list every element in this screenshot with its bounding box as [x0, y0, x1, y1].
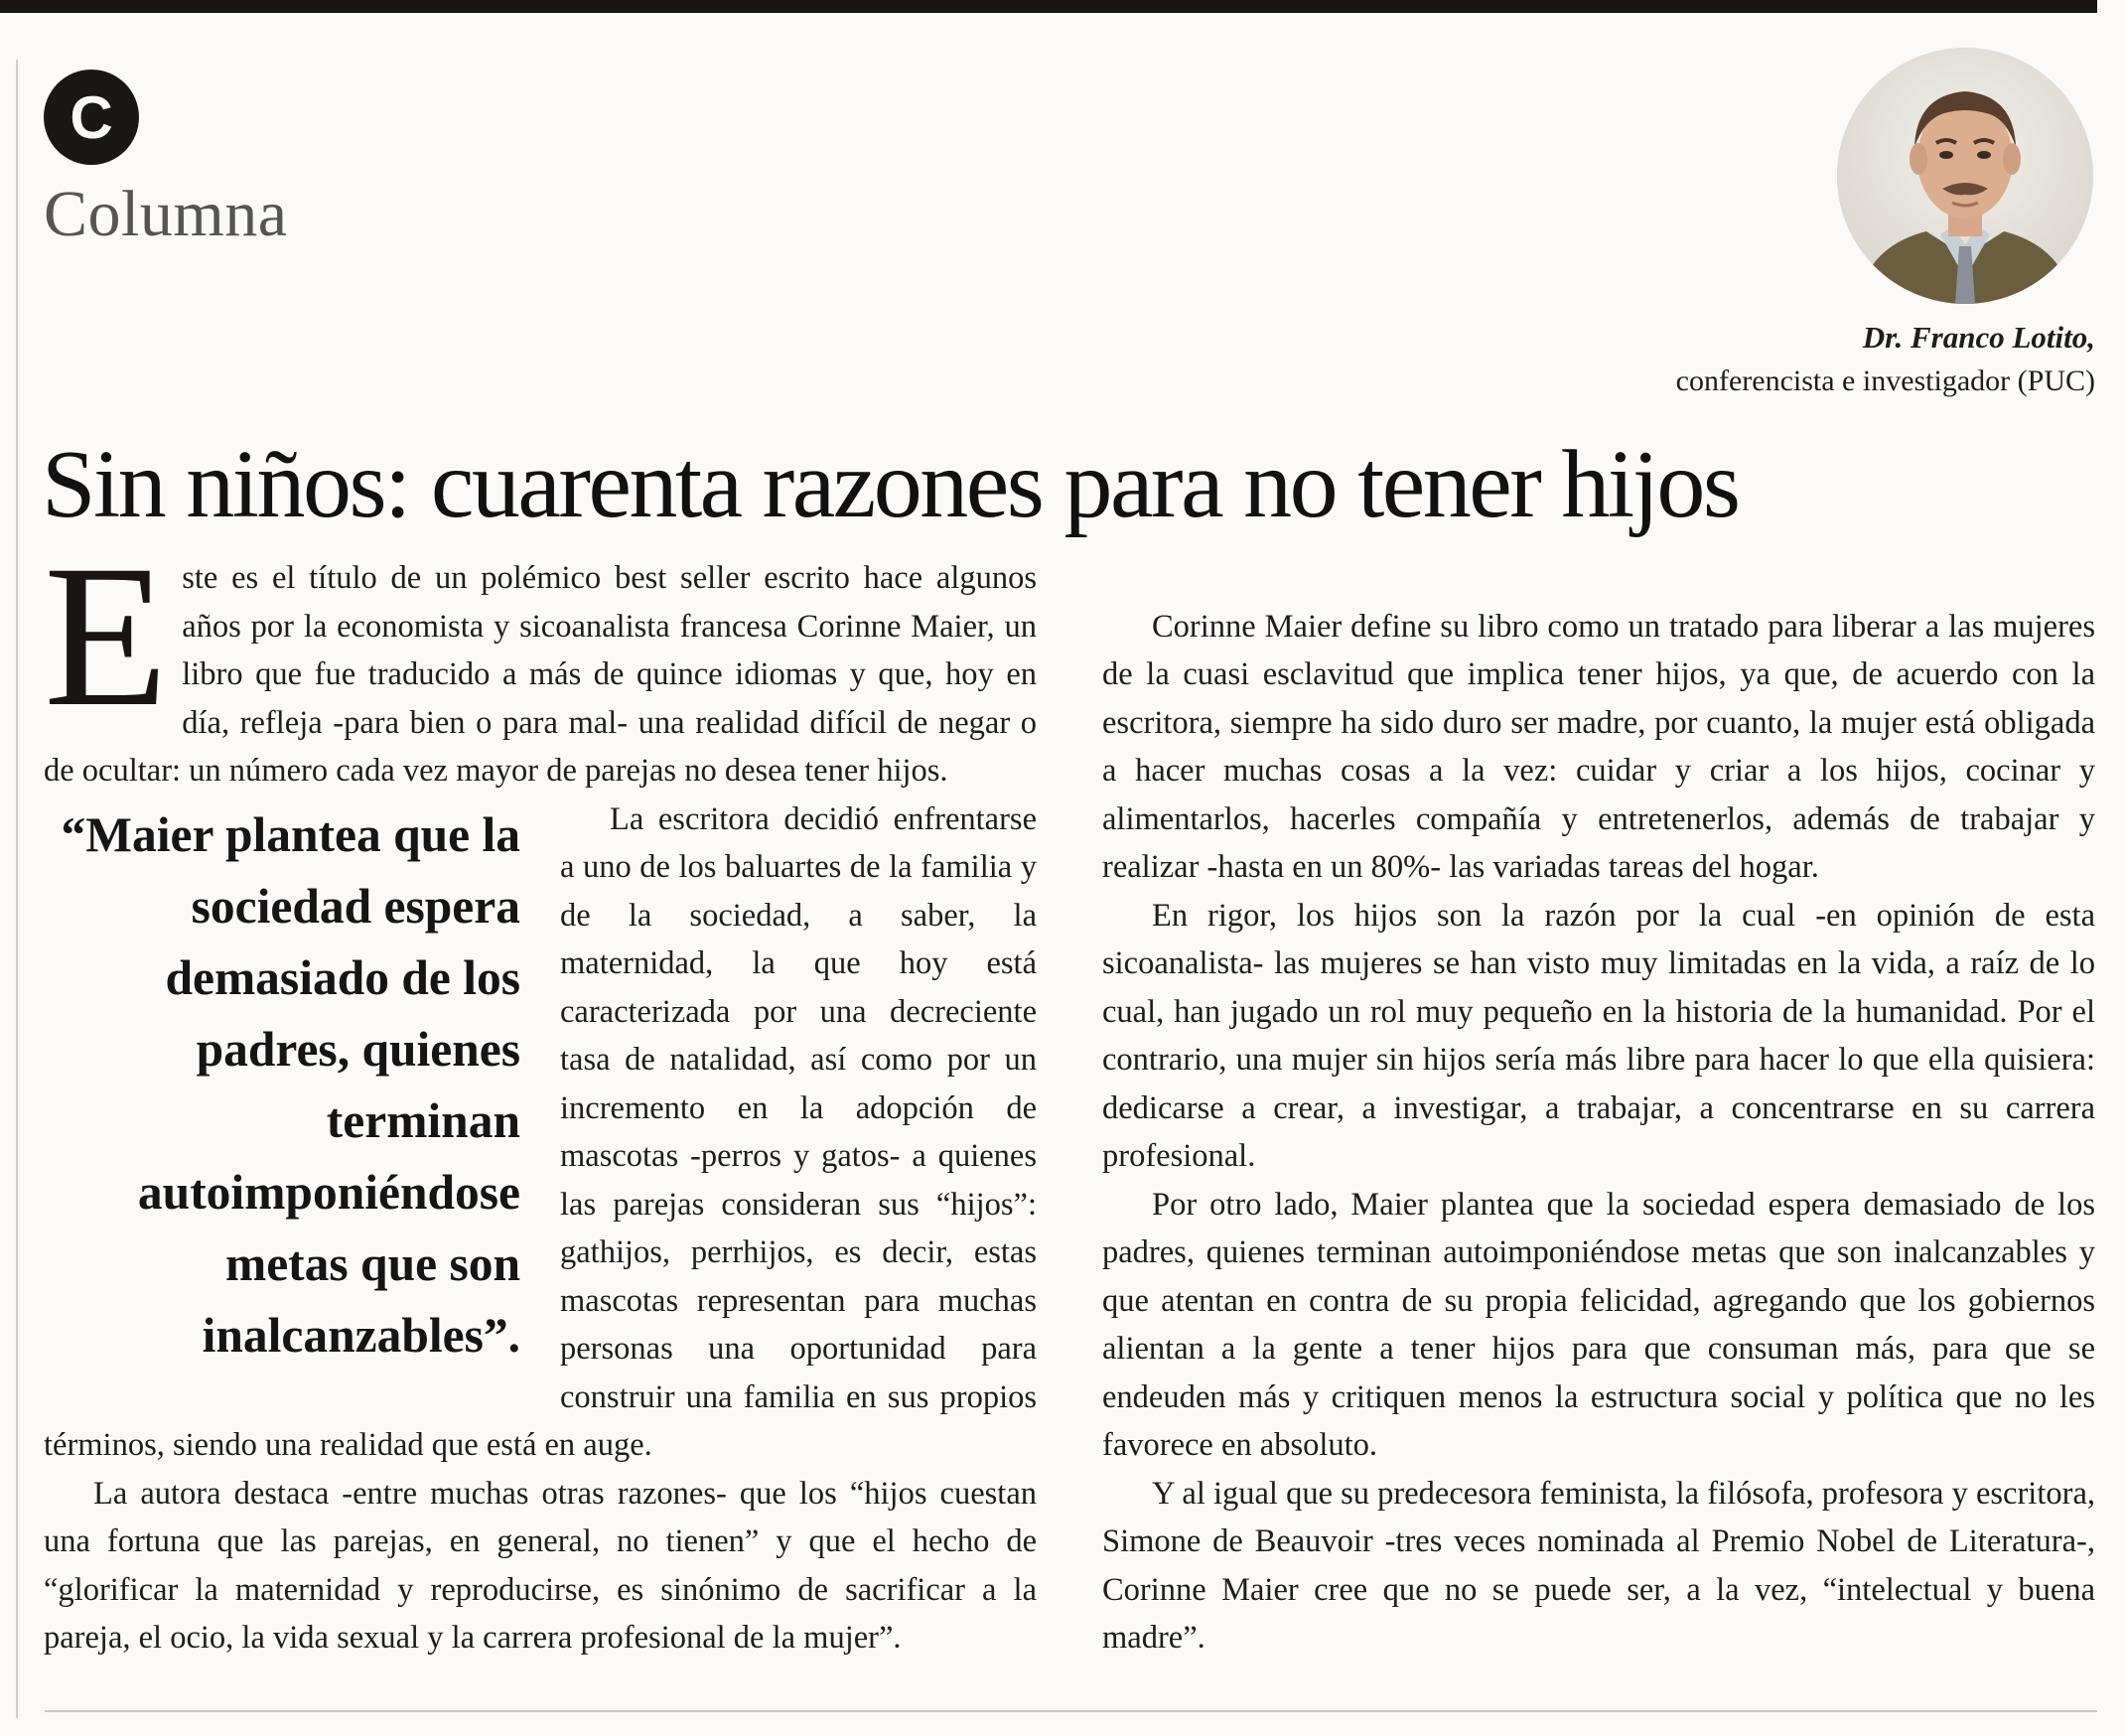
paragraph-3: La autora destaca -entre muchas otras razones- que los “hijos cuestan una fortuna que las parejas, en general, no tienen” y que el hecho de “glorificar la maternidad y reproducirse, es sinónimo de sacrificar a la pareja, el ocio, la vida sexual y la carrera profesional de la mujer”.	[44, 1475, 1037, 1656]
article-column-left	[44, 523, 1037, 1663]
left-column-rule	[16, 60, 18, 1718]
author-role: conferencista e investigador (PUC)	[1675, 364, 2095, 397]
author-name: Dr. Franco Lotito,	[1862, 320, 2095, 355]
top-rule	[0, 0, 2097, 13]
headline: Sin niños: cuarenta razones para no tener hijos	[42, 431, 1739, 538]
article-column-right	[1102, 554, 2095, 1663]
paragraph-2: La escritora decidió enfrentarse a uno de los baluartes de la familia y de la sociedad, a saber, la maternidad, la que hoy está caracterizada por una decreciente tasa de natalidad, así como por un incremento en la adopción de mascotas -perros y gatos- a quienes las parejas consideran sus “hijos”: gathijos, perrhijos, es decir, estas mascotas representan para muchas personas una oportunidad para construir una familia en sus propios términos, siendo una realidad que está en auge.	[44, 800, 1037, 1463]
author-byline	[1676, 316, 2095, 403]
paragraph-4: Corinne Maier define su libro como un tratado para liberar a las mujeres de la cuasi esclavitud que implica tener hijos, ya que, de acuerdo con la escritora, siempre ha sido duro ser madre, por cuanto, la mujer está obligada a hacer muchas cosas a la vez: cuidar y criar a los hijos, cocinar y alimentarlos, hacerles compañía y entretenerlos, además de trabajar y realizar -hasta en un 80%- las variadas tareas del hogar.	[1102, 608, 2095, 885]
section-badge-letter: C	[70, 83, 113, 151]
paragraph-6: Por otro lado, Maier plantea que la sociedad espera demasiado de los padres, quienes terminan autoimponiéndose metas que son inalcanzables y que atentan en contra de su propia felicidad, agregando que los gobiernos alientan a la gente a tener hijos para que consuman más, para que se endeuden más y critiquen menos la estructura social y política que no les favorece en absoluto.	[1102, 1186, 2095, 1463]
drop-cap: E	[44, 523, 169, 749]
author-photo	[1837, 48, 2093, 304]
paragraph-5: En rigor, los hijos son la razón por la cual -en opinión de esta sicoanalista- las mujeres se han visto muy limitadas en la vida, a raíz de lo cual, han jugado un rol muy pequeño en la historia de la humanidad. Por el contrario, una mujer sin hijos sería más libre para hacer lo que ella quisiera: dedicarse a crear, a investigar, a trabajar, a concentrarse en su carrera profesional.	[1102, 897, 2095, 1174]
bottom-rule	[45, 1710, 2097, 1712]
section-label: Columna	[44, 178, 288, 250]
paragraph-1: ste es el título de un polémico best seller escrito hace algunos años por la economista y sicoanalista francesa Corinne Maier, un libro que fue traducido a más de quince idiomas y que, hoy en día, refleja -para bien o para mal- una realidad difícil de negar o de ocultar: un número cada vez mayor de parejas no desea tener hijos.	[44, 560, 1037, 789]
paragraph-7: Y al igual que su predecesora feminista, la filósofa, profesora y escritora, Simone de Beauvoir -tres veces nominada al Premio Nobel de Literatura-, Corinne Maier cree que no se puede ser, a la vez, “intelectual y buena madre”.	[1102, 1475, 2095, 1656]
pull-quote: “Maier plantea que la sociedad espera demasiado de los padres, quienes terminan autoimponiéndose metas que son inalcanzables”.	[61, 806, 520, 1363]
author-portrait-icon	[1837, 48, 2093, 304]
section-badge	[44, 70, 139, 165]
